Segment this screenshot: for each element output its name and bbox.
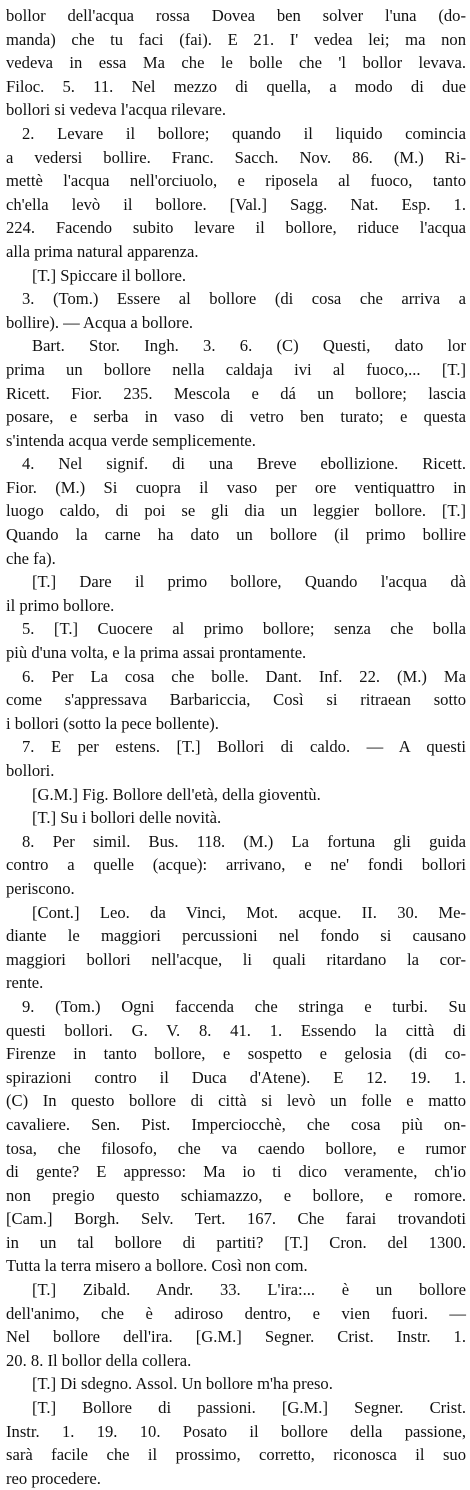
- text-line: Fior. (M.) Si cuopra il vaso per ore ventiquattro in: [6, 477, 466, 497]
- subentry-line: [T.] Spiccare il bollore.: [32, 265, 187, 285]
- sense-heading-line: 5. [T.] Cuocere al primo bollore; senza che bolla: [22, 619, 466, 639]
- text-line: Nel bollore dell'ira. [G.M.] Segner. Crist. Instr. 1.: [6, 1327, 466, 1347]
- text-line: bollori si vedeva l'acqua rilevare.: [6, 100, 226, 120]
- text-line: luogo caldo, di poi se gli dia un leggier bollore. [T.]: [6, 501, 466, 521]
- subentry-line: [T.] Di sdegno. Assol. Un bollore m'ha preso.: [32, 1374, 333, 1394]
- text-line: (C) In questo bollore di città si levò un folle e matto: [6, 1091, 466, 1111]
- text-line: non pregio questo schiamazzo, e bollore, e romore.: [6, 1185, 466, 1205]
- text-line: ch'ella levò il bollore. [Val.] Sagg. Nat. Esp. 1.: [6, 194, 466, 214]
- sense-heading-line: 8. Per simil. Bus. 118. (M.) La fortuna gli guida: [22, 831, 466, 851]
- subentry-line: [Cont.] Leo. da Vinci, Mot. acque. II. 30. Me-: [32, 902, 466, 922]
- text-line: mettè l'acqua nell'orciuolo, e riposela al fuoco, tanto: [6, 171, 466, 191]
- text-line: tosa, che filosofo, che va caendo bollore, e rumor: [6, 1138, 466, 1158]
- text-line: s'intenda acqua verde semplicemente.: [6, 430, 256, 450]
- subentry-line: Bart. Stor. Ingh. 3. 6. (C) Questi, dato lor: [32, 336, 466, 356]
- text-line: 20. 8. Il bollor della collera.: [6, 1350, 192, 1370]
- text-line: alla prima natural apparenza.: [6, 241, 199, 261]
- text-line: 224. Facendo subito levare il bollore, riduce l'acqua: [6, 218, 466, 238]
- text-line: come s'appressava Barbariccia, Così si ritraean sotto: [6, 690, 466, 710]
- text-line: bollori.: [6, 761, 55, 780]
- sense-heading-line: 9. (Tom.) Ogni faccenda che stringa e turbi. Su: [22, 996, 466, 1016]
- subentry-line: [T.] Zibald. Andr. 33. L'ira:... è un bollore: [32, 1280, 466, 1300]
- text-line: manda) che tu faci (fai). E 21. I' vedea lei; ma non: [6, 29, 466, 49]
- text-line: contro a quelle (acque): arrivano, e ne' fondi bollori: [6, 855, 466, 875]
- text-line: vedeva in essa Ma che le bolle che 'l bollor levava.: [6, 53, 466, 73]
- text-line: il primo bollore.: [6, 595, 115, 615]
- subentry-line: [G.M.] Fig. Bollore dell'età, della gioventù.: [32, 784, 321, 804]
- text-line: posare, e serba in vaso di vetro ben turato; e questa: [6, 407, 466, 427]
- sense-heading-line: 3. (Tom.) Essere al bollore (di cosa che arriva a: [22, 289, 466, 309]
- subentry-line: [T.] Su i bollori delle novità.: [32, 808, 222, 828]
- text-line: [Cam.] Borgh. Selv. Tert. 167. Che farai trovandoti: [6, 1209, 466, 1229]
- subentry-line: [T.] Dare il primo bollore, Quando l'acqua dà: [32, 572, 466, 592]
- text-line: Quando la carne ha dato un bollore (il primo bollire: [6, 525, 466, 545]
- text-line: Tutta la terra misero a bollore. Così non com.: [6, 1256, 308, 1276]
- text-line: più d'una volta, e la prima assai prontamente.: [6, 643, 307, 663]
- text-line: di gente? E appresso: Ma io ti dico veramente, ch'io: [6, 1162, 466, 1182]
- text-line: rente.: [6, 973, 44, 993]
- subentry-line: [T.] Bollore di passioni. [G.M.] Segner. Crist.: [32, 1398, 466, 1418]
- text-line: Filoc. 5. 11. Nel mezzo di quella, a modo di due: [6, 76, 466, 96]
- text-line: dell'animo, che è adiroso dentro, e vien fuori. —: [6, 1303, 466, 1323]
- sense-heading-line: 4. Nel signif. di una Breve ebollizione. Ricett.: [22, 454, 466, 474]
- text-line: Ricett. Fior. 235. Mescola e dá un bollore; lascia: [6, 383, 466, 403]
- text-line: questi bollori. G. V. 8. 41. 1. Essendo la città di: [6, 1020, 466, 1040]
- text-line: cavaliere. Sen. Pist. Imperciocchè, che cosa più on-: [6, 1114, 466, 1134]
- text-line: maggiori bollori nell'acque, li quali ritardano la cor-: [6, 949, 466, 969]
- text-line: bollire). — Acqua a bollore.: [6, 312, 194, 332]
- text-line: sarà facile che il prossimo, corretto, riconosca il suo: [6, 1445, 466, 1465]
- text-line: Firenze in tanto bollore, e sospetto e gelosia (di co-: [6, 1044, 466, 1064]
- text-line: a vedersi bollire. Franc. Sacch. Nov. 86. (M.) Ri-: [6, 147, 466, 167]
- text-line: in un tal bollore di partiti? [T.] Cron. del 1300.: [6, 1232, 466, 1252]
- text-line: periscono.: [6, 878, 75, 898]
- text-line: diante le maggiori percussioni nel fondo si causano: [6, 926, 466, 946]
- text-line: spirazioni contro il Duca d'Atene). E 12. 19. 1.: [6, 1067, 466, 1087]
- sense-heading-line: 6. Per La cosa che bolle. Dant. Inf. 22. (M.) Ma: [22, 666, 466, 686]
- text-line: reo procedere.: [6, 1468, 101, 1488]
- text-line: che fa).: [6, 548, 56, 568]
- text-line: prima un bollore nella caldaja ivi al fuoco,... [T.]: [6, 359, 466, 379]
- sense-heading-line: 2. Levare il bollore; quando il liquido comincia: [22, 123, 466, 143]
- text-line: i bollori (sotto la pece bollente).: [6, 713, 219, 733]
- text-line: bollor dell'acqua rossa Dovea ben solver l'una (do-: [6, 6, 466, 25]
- dictionary-entry-column: [6, 4, 466, 1490]
- text-line: Instr. 1. 19. 10. Posato il bollore della passione,: [6, 1421, 466, 1441]
- sense-heading-line: 7. E per estens. [T.] Bollori di caldo. — A questi: [22, 737, 466, 757]
